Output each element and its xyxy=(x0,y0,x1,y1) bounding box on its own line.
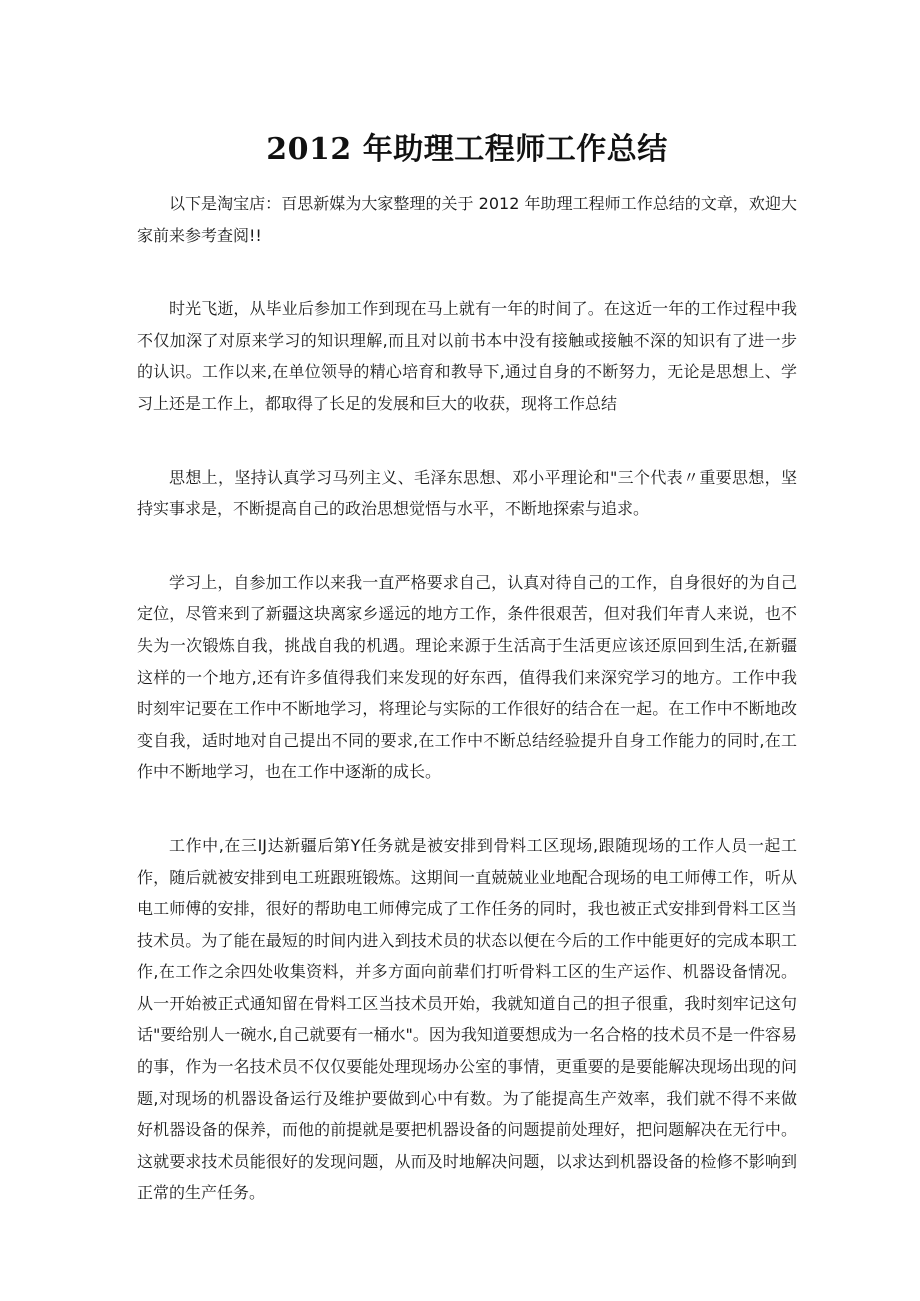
document-title: 2012 年助理工程师工作总结 xyxy=(266,132,668,167)
paragraph-study: 学习上，自参加工作以来我一直严格要求自己，认真对待自己的工作，自身很好的为自己定位，尽管来到了新疆这块离家乡遥远的地方工作，条件很艰苦，但对我们年青人来说，也不失为一次锻炼自我，挑战自我的机遇。理论来源于生活高于生活更应该还原回到生活,在新疆这样的一个地方,还有许多值得我们来发现的好东西，值得我们来深究学习的地方。工作中我时刻牢记要在工作中不断地学习，将理论与实际的工作很好的结合在一起。在工作中不断地改变自我，适时地对自己提出不同的要求,在工作中不断总结经验提升自身工作能力的同时,在工作中不断地学习，也在工作中逐渐的成长。 xyxy=(137,572,797,782)
paragraph-overview: 时光飞逝，从毕业后参加工作到现在马上就有一年的时间了。在这近一年的工作过程中我不仅加深了对原来学习的知识理解,而且对以前书本中没有接触或接触不深的知识有了进一步的认识。工作以来,在单位领导的精心培育和教导下,通过自身的不断努力，无论是思想上、学习上还是工作上，都取得了长足的发展和巨大的收获，现将工作总结 xyxy=(137,299,797,413)
document-body xyxy=(137,128,797,1209)
paragraph-work: 工作中,在三IJ达新疆后第Y任务就是被安排到骨料工区现场,跟随现场的工作人员一起工作，随后就被安排到电工班跟班锻炼。这期间一直兢兢业业地配合现场的电工师傅工作，听从电工师傅的安排，很好的帮助电工师傅完成了工作任务的同时，我也被正式安排到骨料工区当技术员。为了能在最短的时间内进入到技术员的状态以便在今后的工作中能更好的完成本职工作,在工作之余四处收集资料，并多方面向前辈们打听骨料工区的生产运作、机器设备情况。从一开始被正式通知留在骨料工区当技术员开始，我就知道自己的担子很重，我时刻牢记这句话"要给别人一碗水,自己就要有一桶水"。因为我知道要想成为一名合格的技术员不是一件容易的事，作为一名技术员不仅仅要能处理现场办公室的事情，更重要的是要能解决现场出现的问题,对现场的机器设备运行及维护要做到心中有数。为了能提高生产效率，我们就不得不来做好机器设备的保养，而他的前提就是要把机器设备的问题提前处理好，把问题解决在无行中。这就要求技术员能很好的发现问题，从而及时地解决问题，以求达到机器设备的检修不影响到正常的生产任务。 xyxy=(137,835,797,1203)
paragraph-intro: 以下是淘宝店：百思新媒为大家整理的关于 2012 年助理工程师工作总结的文章，欢迎大家前来参考查阅!! xyxy=(137,194,797,245)
paragraph-thought: 思想上，坚持认真学习马列主义、毛泽东思想、邓小平理论和"三个代表〃重要思想，坚持实事求是，不断提高自己的政治思想觉悟与水平，不断地探索与追求。 xyxy=(137,467,797,519)
